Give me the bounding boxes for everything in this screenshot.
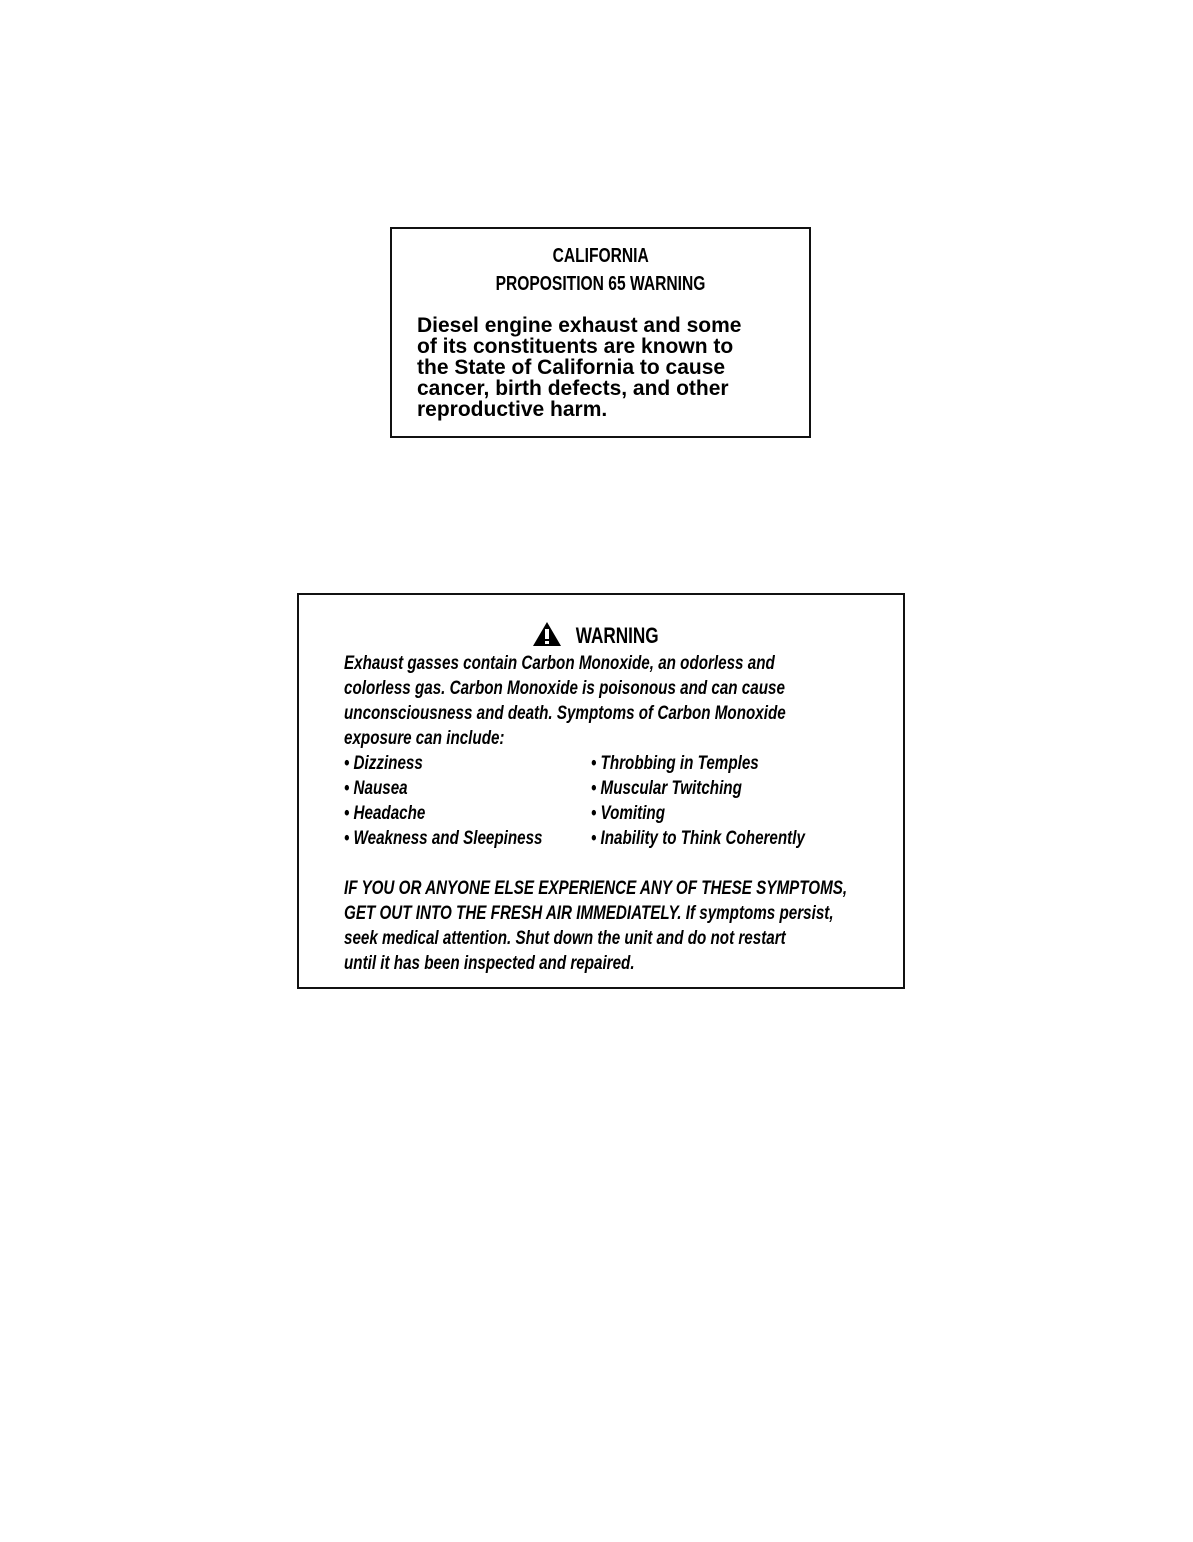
symptom-item: • Throbbing in Temples: [591, 753, 759, 774]
prop65-body-line: Diesel engine exhaust and some: [417, 314, 742, 337]
warning-heading: [299, 621, 903, 649]
action-line: until it has been inspected and repaired.: [344, 953, 635, 974]
prop65-body: [417, 315, 741, 420]
symptom-item: • Weakness and Sleepiness: [344, 828, 543, 849]
prop65-body-line: the State of California to cause: [417, 356, 726, 379]
intro-line: unconsciousness and death. Symptoms of Carbon Monoxide: [344, 703, 786, 724]
prop65-body-line: cancer, birth defects, and other: [417, 377, 729, 400]
symptom-item: • Muscular Twitching: [591, 778, 742, 799]
intro-line: colorless gas. Carbon Monoxide is poisonous and can cause: [344, 678, 785, 699]
intro-line: Exhaust gasses contain Carbon Monoxide, an odorless and: [344, 653, 775, 674]
action-line: seek medical attention. Shut down the unit and do not restart: [344, 928, 786, 949]
action-line: IF YOU OR ANYONE ELSE EXPERIENCE ANY OF THESE SYMPTOMS,: [344, 878, 848, 899]
prop65-body-line: reproductive harm.: [417, 398, 608, 421]
action-line: GET OUT INTO THE FRESH AIR IMMEDIATELY. If symptoms persist,: [344, 903, 834, 924]
prop65-title-line2: PROPOSITION 65 WARNING: [495, 273, 706, 295]
symptom-item: • Inability to Think Coherently: [591, 828, 805, 849]
warning-triangle-icon: [532, 621, 562, 647]
symptom-item: • Vomiting: [591, 803, 665, 824]
prop65-body-line: of its constituents are known to: [417, 335, 734, 358]
symptom-item: • Dizziness: [344, 753, 423, 774]
warning-title: WARNING: [575, 623, 659, 648]
symptom-item: • Headache: [344, 803, 426, 824]
carbon-monoxide-warning-box: [297, 593, 905, 989]
symptom-item: • Nausea: [344, 778, 408, 799]
prop65-warning-box: [390, 227, 811, 438]
prop65-title-line1: CALIFORNIA: [552, 245, 649, 267]
intro-line: exposure can include:: [344, 728, 505, 749]
